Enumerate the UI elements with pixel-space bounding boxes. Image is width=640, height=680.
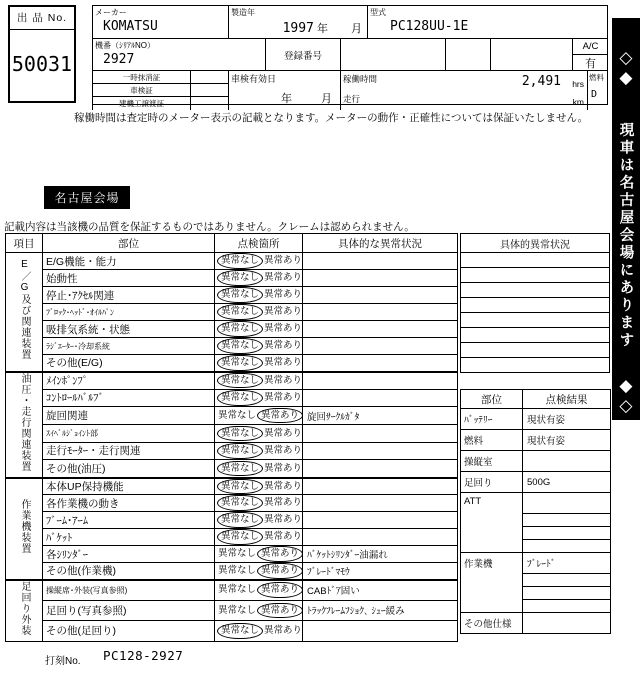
venue-badge: 名古屋会場: [44, 186, 130, 209]
shaken-validity-cell: [228, 70, 340, 110]
result-table-header-row: [461, 390, 611, 409]
abnormality-mark: 異常あり: [264, 374, 303, 386]
result-part-name: その他仕様: [461, 613, 523, 634]
check-cell: [215, 338, 303, 355]
check-cell: [215, 355, 303, 372]
meter-note: 稼働時間は査定時のメーター表示の記載となります。メーターの動作・正確性については保証いたしません。: [74, 112, 589, 124]
inspection-row: [6, 621, 458, 642]
inspection-result-table: [460, 389, 611, 634]
inspection-row: [6, 355, 458, 372]
result-value: [523, 493, 611, 514]
year-value: 1997: [282, 21, 314, 36]
item-group-cell: [6, 478, 43, 580]
travel-label: 走行: [343, 94, 361, 104]
abnormality-mark: 異常あり: [264, 392, 303, 404]
inspection-row: [6, 546, 458, 563]
manufacture-year-cell: [228, 5, 367, 38]
hours-value: 2,491: [521, 74, 561, 89]
abnormality-mark: 異常あり: [257, 563, 303, 579]
abnormality-remark: [303, 253, 458, 270]
maker-value: KOMATSU: [103, 19, 158, 34]
col-header-part: 部位: [43, 234, 215, 253]
result-value: [523, 574, 611, 587]
part-name: その他(作業機): [43, 563, 215, 580]
ac-label: A/C: [582, 41, 599, 52]
no-abnormality-mark: 異常なし: [217, 443, 263, 459]
detail-empty-cell: [461, 343, 610, 358]
abnormality-remark: [303, 372, 458, 390]
abnormality-remark: [303, 495, 458, 512]
no-abnormality-mark: 異常なし: [217, 529, 263, 545]
result-value: [523, 527, 611, 540]
item-group-cell: [6, 372, 43, 478]
result-value: [523, 600, 611, 613]
inspection-table-header-row: [6, 234, 458, 253]
no-abnormality-mark: 異常なし: [218, 604, 257, 616]
result-part-name: 作業機: [461, 553, 523, 613]
no-abnormality-mark: 異常なし: [217, 287, 263, 303]
part-name: 各ｼﾘﾝﾀﾞｰ: [43, 546, 215, 563]
doc-label-temp-deregistration: 一時抹消証: [92, 70, 190, 83]
check-cell: [215, 270, 303, 287]
col-header-check: 点検箇所: [215, 234, 303, 253]
fuel-label: 燃料: [589, 73, 604, 82]
shaken-month-char: 月: [321, 93, 332, 105]
hours-unit: hrs: [572, 79, 584, 89]
inspection-row: [6, 563, 458, 580]
item-group-label: 作業機装置: [19, 498, 30, 554]
inspection-row: [6, 338, 458, 355]
no-abnormality-mark: 異常なし: [217, 304, 263, 320]
item-group-cell: [6, 253, 43, 372]
doc-label-shaken-cert: 車検証: [92, 83, 190, 96]
detail-empty-cell: [461, 253, 610, 268]
part-name: ﾗｼﾞｴｰﾀｰ･冷却系統: [43, 338, 215, 355]
abnormality-mark: 異常あり: [264, 357, 303, 368]
abnormality-mark: 異常あり: [264, 462, 303, 474]
check-cell: [215, 563, 303, 580]
part-name: ﾒｲﾝﾎﾟﾝﾌﾟ: [43, 372, 215, 390]
result-table-body: [461, 409, 611, 634]
part-name: ｽｲﾍﾞﾙｼﾞｮｲﾝﾄ部: [43, 424, 215, 442]
doc-label-transfer-cert: 建機工譲渡証: [92, 96, 190, 110]
abnormality-remark: [303, 424, 458, 442]
result-row: [461, 430, 611, 451]
col-header-item: 項目: [6, 234, 43, 253]
diamond-marks-top: ◇◆: [616, 48, 636, 88]
abnormality-remark: 旋回ｻｰｸﾙｶﾞﾀ: [303, 407, 458, 425]
listing-number-box: [8, 5, 76, 103]
abnormality-remark: [303, 270, 458, 287]
registration-number-cell: [265, 38, 340, 70]
result-col-header-result: 点検結果: [523, 390, 611, 409]
detail-row: [461, 268, 610, 283]
detail-row: [461, 253, 610, 268]
inspection-row: [6, 460, 458, 478]
result-value: ﾌﾞﾚｰﾄﾞ: [523, 553, 611, 574]
travel-unit: km: [572, 97, 584, 107]
check-cell: [215, 407, 303, 425]
detail-row: [461, 343, 610, 358]
no-abnormality-mark: 異常なし: [217, 512, 263, 528]
inspection-table-body: [6, 253, 458, 642]
detail-empty-cell: [461, 268, 610, 283]
no-abnormality-mark: 異常なし: [217, 338, 263, 354]
abnormality-remark: [303, 478, 458, 495]
detail-empty-cell: [461, 358, 610, 373]
ac-label-cell: [572, 38, 608, 54]
abnormality-mark: 異常あり: [264, 289, 303, 301]
check-cell: [215, 600, 303, 621]
empty-cell: [340, 38, 445, 70]
item-group-cell: [6, 580, 43, 642]
abnormality-remark: ﾊﾞｹｯﾄｼﾘﾝﾀﾞｰ油漏れ: [303, 546, 458, 563]
abnormality-mark: 異常あり: [257, 582, 303, 598]
no-abnormality-mark: 異常なし: [217, 373, 263, 389]
shaken-validity-label: 車検有効日: [231, 74, 277, 84]
item-group-label: 油圧・走行関連装置: [19, 372, 30, 472]
doc-check-cell: [190, 83, 228, 96]
abnormality-mark: 異常あり: [257, 603, 303, 619]
machine-header-table: [92, 5, 608, 108]
inspection-row: [6, 529, 458, 546]
listing-number-label: 出 品 No.: [10, 7, 74, 30]
part-name: 旋回関連: [43, 407, 215, 425]
result-part-name: 燃料: [461, 430, 523, 451]
result-row: [461, 493, 611, 514]
abnormality-remark: CABﾄﾞｱ固い: [303, 580, 458, 601]
result-part-name: 足回り: [461, 472, 523, 493]
model-cell: [367, 5, 608, 38]
no-abnormality-mark: 異常なし: [217, 270, 263, 286]
venue-side-banner: [612, 18, 640, 420]
check-cell: [215, 424, 303, 442]
abnormality-remark: ﾌﾞﾚｰﾄﾞﾏﾓｳ: [303, 563, 458, 580]
diamond-marks-bottom: ◆◇: [616, 376, 636, 416]
result-value: 現状有姿: [523, 430, 611, 451]
part-name: 各作業機の動き: [43, 495, 215, 512]
no-abnormality-mark: 異常なし: [217, 495, 263, 511]
venue-banner-text: 現車は名古屋会場にあります: [617, 122, 634, 350]
result-row: [461, 553, 611, 574]
part-name: その他(E/G): [43, 355, 215, 372]
check-cell: [215, 512, 303, 529]
maker-label: メーカー: [95, 8, 127, 17]
doc-check-cell: [190, 70, 228, 83]
part-name: その他(足回り): [43, 621, 215, 642]
part-name: その他(油圧): [43, 460, 215, 478]
part-name: 操縦席･外装(写真参照): [43, 580, 215, 601]
abnormality-mark: 異常あり: [264, 272, 303, 284]
no-abnormality-mark: 異常なし: [218, 409, 257, 421]
inspection-row: [6, 287, 458, 304]
no-abnormality-mark: 異常なし: [217, 461, 263, 477]
result-value: [523, 613, 611, 634]
result-col-header-part: 部位: [461, 390, 523, 409]
abnormality-detail-table: [460, 233, 610, 373]
detail-empty-cell: [461, 313, 610, 328]
result-value: 現状有姿: [523, 409, 611, 430]
year-value-line: [229, 20, 367, 36]
part-name: 停止･ｱｸｾﾙ関連: [43, 287, 215, 304]
doc-check-cell: [190, 96, 228, 110]
check-cell: [215, 372, 303, 390]
abnormality-mark: 異常あり: [264, 255, 303, 267]
col-header-detail: 具体的な異常状況: [303, 234, 458, 253]
check-cell: [215, 580, 303, 601]
detail-empty-cell: [461, 283, 610, 298]
item-group-label: 足回り外装: [19, 580, 30, 636]
part-name: ｺﾝﾄﾛｰﾙﾊﾞﾙﾌﾞ: [43, 389, 215, 407]
empty-cell: [490, 38, 572, 70]
inspection-row: [6, 512, 458, 529]
inspection-row: [6, 442, 458, 460]
detail-table-header: 具体的異常状況: [461, 234, 610, 253]
abnormality-mark: 異常あり: [264, 497, 303, 509]
empty-cell: [445, 38, 490, 70]
check-cell: [215, 495, 303, 512]
abnormality-mark: 異常あり: [264, 323, 303, 335]
inspection-row: [6, 270, 458, 287]
inspection-row: [6, 495, 458, 512]
check-cell: [215, 321, 303, 338]
fuel-value: D: [591, 89, 598, 100]
check-cell: [215, 304, 303, 321]
inspection-row: [6, 407, 458, 425]
no-abnormality-mark: 異常なし: [217, 253, 263, 269]
abnormality-remark: ﾄﾗｯｸﾌﾚｰﾑﾌｼｮｸ､ ｼｭｰ緩み: [303, 600, 458, 621]
inspection-row: [6, 372, 458, 390]
inspection-row: [6, 253, 458, 270]
check-cell: [215, 442, 303, 460]
result-row: [461, 451, 611, 472]
shaken-year-char: 年: [281, 93, 292, 105]
inspection-row: [6, 600, 458, 621]
year-suffix: 年: [316, 23, 328, 35]
abnormality-remark: [303, 389, 458, 407]
check-cell: [215, 621, 303, 642]
serial-label: 機番（ｼﾘｱﾙNO）: [95, 41, 155, 50]
no-abnormality-mark: 異常なし: [218, 548, 257, 560]
part-name: E/G機能・能力: [43, 253, 215, 270]
result-row: [461, 409, 611, 430]
abnormality-remark: [303, 529, 458, 546]
result-row: [461, 472, 611, 493]
result-part-name: 操縦室: [461, 451, 523, 472]
abnormality-remark: [303, 304, 458, 321]
abnormality-mark: 異常あり: [264, 625, 303, 636]
inspection-row: [6, 321, 458, 338]
detail-empty-cell: [461, 298, 610, 313]
part-name: 足回り(写真参照): [43, 600, 215, 621]
disclaimer-note: 記載内容は当該機の品質を保証するものではありません。クレームは認められません。: [4, 221, 415, 233]
result-value: [523, 451, 611, 472]
abnormality-mark: 異常あり: [257, 408, 303, 424]
abnormality-remark: [303, 512, 458, 529]
abnormality-mark: 異常あり: [264, 480, 303, 492]
month-suffix: 月: [351, 23, 362, 35]
part-name: ﾌﾞｰﾑ･ｱｰﾑ: [43, 512, 215, 529]
no-abnormality-mark: 異常なし: [217, 426, 263, 442]
part-name: 吸排気系統・状態: [43, 321, 215, 338]
detail-row: [461, 298, 610, 313]
abnormality-remark: [303, 355, 458, 372]
check-cell: [215, 253, 303, 270]
stamp-number-value: PC128-2927: [103, 648, 184, 663]
abnormality-remark: [303, 338, 458, 355]
inspection-row: [6, 424, 458, 442]
result-part-name: ATT: [461, 493, 523, 553]
fuel-cell: [587, 70, 608, 110]
hours-label: 稼働時間: [343, 74, 378, 84]
detail-empty-cell: [461, 328, 610, 343]
part-name: ﾊﾞｹｯﾄ: [43, 529, 215, 546]
no-abnormality-mark: 異常なし: [217, 355, 263, 371]
registration-number-label: 登録番号: [283, 50, 322, 62]
no-abnormality-mark: 異常なし: [217, 479, 263, 495]
detail-row: [461, 358, 610, 373]
check-cell: [215, 546, 303, 563]
detail-table-body: [461, 253, 610, 373]
serial-cell: [92, 38, 265, 70]
abnormality-remark: [303, 442, 458, 460]
listing-number: 50031: [11, 52, 73, 76]
part-name: 本体UP保持機能: [43, 478, 215, 495]
abnormality-mark: 異常あり: [257, 546, 303, 562]
no-abnormality-mark: 異常なし: [218, 565, 257, 576]
no-abnormality-mark: 異常なし: [217, 623, 263, 639]
result-value: 500G: [523, 472, 611, 493]
abnormality-remark: [303, 460, 458, 478]
serial-value: 2927: [103, 52, 135, 67]
year-label: 製造年: [231, 8, 255, 17]
part-name: 走行ﾓｰﾀｰ・走行関連: [43, 442, 215, 460]
part-name: ﾌﾞﾛｯｸ･ﾍｯﾄﾞ･ｵｲﾙﾊﾟﾝ: [43, 304, 215, 321]
check-cell: [215, 287, 303, 304]
abnormality-remark: [303, 287, 458, 304]
detail-row: [461, 313, 610, 328]
part-name: 始動性: [43, 270, 215, 287]
result-value: [523, 514, 611, 527]
detail-row: [461, 328, 610, 343]
check-cell: [215, 460, 303, 478]
result-part-name: ﾊﾞｯﾃﾘｰ: [461, 409, 523, 430]
result-value: [523, 587, 611, 600]
inspection-row: [6, 478, 458, 495]
result-row: [461, 613, 611, 634]
detail-row: [461, 283, 610, 298]
inspection-table: [5, 233, 458, 642]
abnormality-mark: 異常あり: [264, 340, 303, 352]
abnormality-remark: [303, 621, 458, 642]
ac-value: 有: [585, 57, 596, 70]
item-group-label: E／G及び関連装置: [19, 258, 30, 360]
check-cell: [215, 478, 303, 495]
abnormality-mark: 異常あり: [264, 514, 303, 526]
result-value: [523, 540, 611, 553]
inspection-row: [6, 580, 458, 601]
check-cell: [215, 529, 303, 546]
model-value: PC128UU-1E: [390, 19, 469, 34]
inspection-row: [6, 304, 458, 321]
abnormality-mark: 異常あり: [264, 306, 303, 318]
abnormality-remark: [303, 321, 458, 338]
stamp-number-label: 打刻No.: [45, 656, 81, 667]
abnormality-mark: 異常あり: [264, 445, 303, 457]
no-abnormality-mark: 異常なし: [218, 584, 257, 596]
no-abnormality-mark: 異常なし: [217, 321, 263, 337]
ac-value-cell: [572, 54, 608, 70]
hours-travel-cell: [340, 70, 587, 110]
no-abnormality-mark: 異常なし: [217, 390, 263, 406]
inspection-row: [6, 389, 458, 407]
model-label: 型式: [370, 8, 386, 17]
maker-cell: [92, 5, 228, 38]
check-cell: [215, 389, 303, 407]
abnormality-mark: 異常あり: [264, 427, 303, 439]
abnormality-mark: 異常あり: [264, 531, 303, 543]
